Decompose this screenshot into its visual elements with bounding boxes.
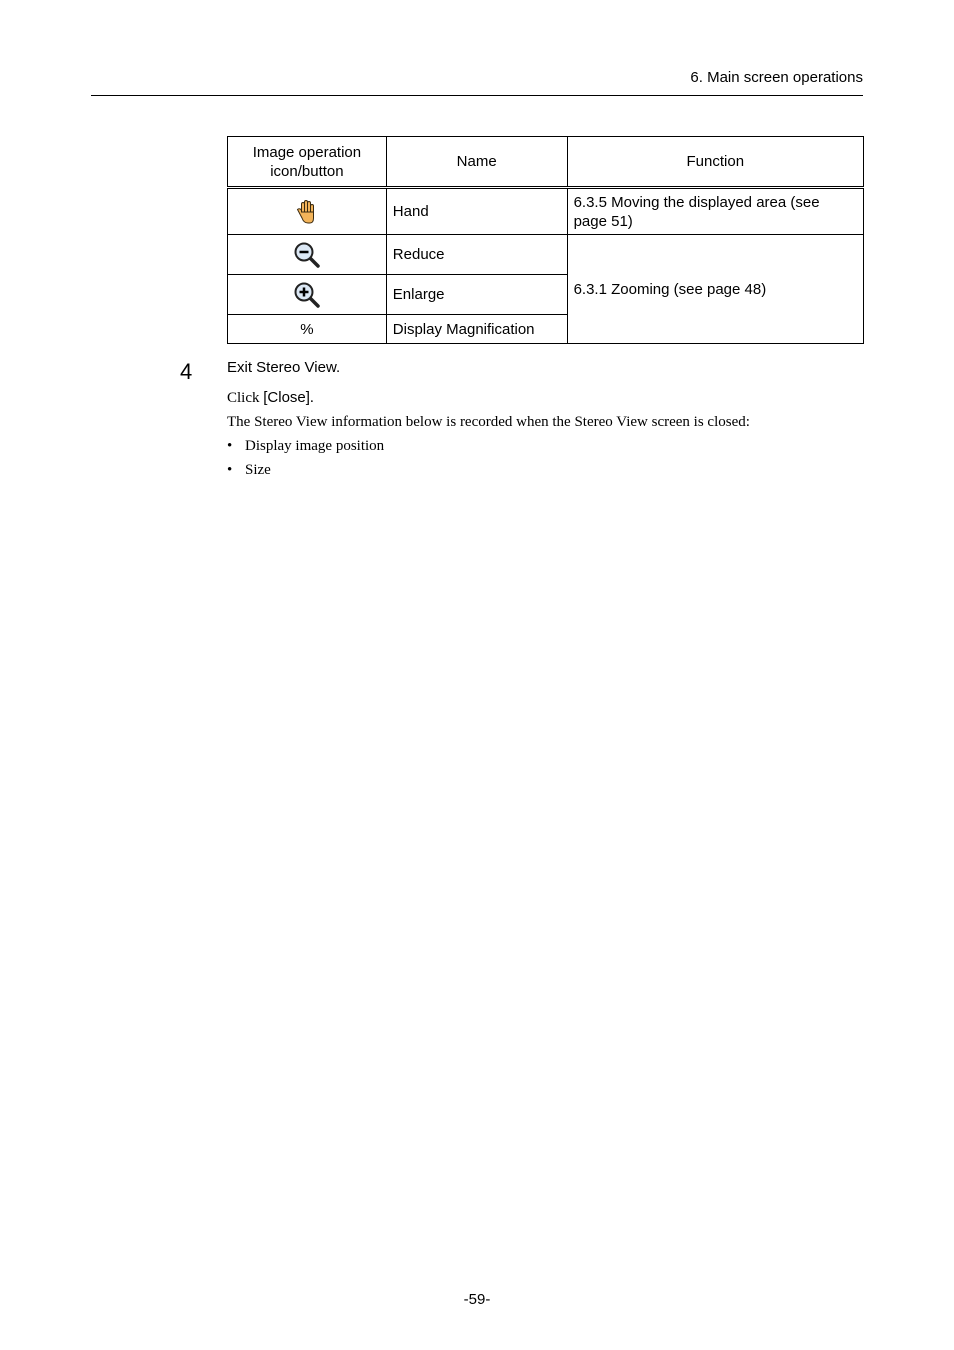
bullet-list xyxy=(227,436,384,484)
page-number: -59- xyxy=(463,1291,491,1308)
header-icon-button: Image operation icon/button xyxy=(228,137,387,188)
close-button-reference: [Close] xyxy=(263,389,310,406)
icon-cell xyxy=(228,275,387,315)
hand-icon xyxy=(293,198,321,226)
click-suffix: . xyxy=(309,390,314,406)
function-cell: 6.3.5 Moving the displayed area (see page 51) xyxy=(567,188,863,235)
step-number: 4 xyxy=(180,359,193,384)
table-row xyxy=(228,235,864,275)
image-operations-table xyxy=(227,136,864,344)
name-cell: Reduce xyxy=(386,235,567,275)
name-cell: Enlarge xyxy=(386,275,567,315)
table-row xyxy=(228,188,864,235)
zoom-out-icon xyxy=(293,241,321,269)
icon-cell xyxy=(228,235,387,275)
list-item-text: Size xyxy=(245,462,271,478)
icon-cell xyxy=(228,188,387,235)
list-item xyxy=(227,460,384,484)
list-item-text: Display image position xyxy=(245,438,385,454)
header-name: Name xyxy=(386,137,567,188)
name-cell: Display Magnification xyxy=(386,315,567,344)
zoom-in-icon xyxy=(293,281,321,309)
section-title: 6. Main screen operations xyxy=(690,69,863,86)
table-header-row xyxy=(228,137,864,188)
click-prefix: Click xyxy=(227,390,264,406)
header-function: Function xyxy=(567,137,863,188)
list-item xyxy=(227,436,384,460)
name-cell: Hand xyxy=(386,188,567,235)
click-instruction xyxy=(227,388,314,408)
bullet-dot: • xyxy=(227,462,233,478)
symbol-cell: % xyxy=(228,315,387,344)
step-title: Exit Stereo View. xyxy=(227,359,341,376)
function-cell: 6.3.1 Zooming (see page 48) xyxy=(567,235,863,344)
bullet-dot: • xyxy=(227,438,233,454)
info-paragraph: The Stereo View information below is recorded when the Stereo View screen is closed: xyxy=(227,414,750,430)
page-header xyxy=(91,68,863,96)
